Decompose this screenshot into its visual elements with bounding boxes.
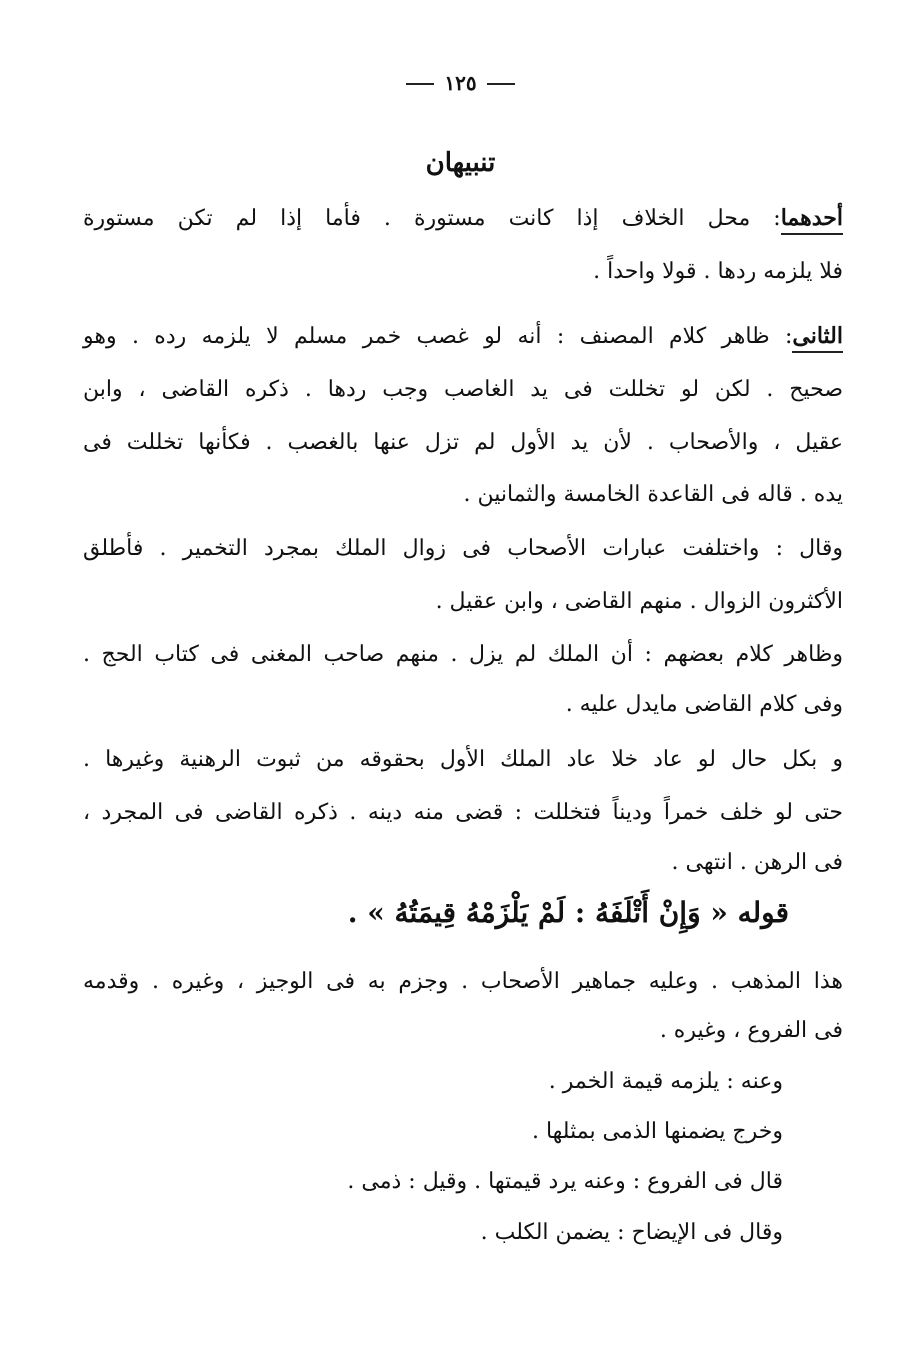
section-heading: تنبيهان xyxy=(425,148,496,178)
para2-line3: عقيل ، والأصحاب . لأن يد الأول لم تزل عنها بالغصب . فكأنها تخللت فى xyxy=(83,430,843,455)
short-line-4: وقال فى الإيضاح : يضمن الكلب . xyxy=(480,1220,783,1245)
para1-line1 xyxy=(83,203,843,234)
para2-line2: صحيح . لكن لو تخللت فى يد الغاصب وجب ردها . ذكره القاضى ، وابن xyxy=(83,377,843,402)
para1-lead: أحدهما xyxy=(781,205,843,235)
short-line-2: وخرج يضمنها الذمى بمثلها . xyxy=(531,1119,783,1144)
short-line-1: وعنه : يلزمه قيمة الخمر . xyxy=(548,1069,783,1094)
para6-line1: هذا المذهب . وعليه جماهير الأصحاب . وجزم به فى الوجيز ، وغيره . وقدمه xyxy=(83,969,843,994)
page-number: ١٢٥ xyxy=(444,71,477,95)
quote-heading: قوله « وَإِنْ أَتْلَفَهُ : لَمْ يَلْزَمْهُ قِيمَتُهُ » . xyxy=(347,896,789,929)
para2-line1 xyxy=(83,321,843,352)
para2-line1-text: : ظاهر كلام المصنف : أنه لو غصب خمر مسلم لا يلزمه رده . وهو xyxy=(83,324,793,349)
short-line-3: قال فى الفروع : وعنه يرد قيمتها . وقيل : ذمى . xyxy=(347,1169,783,1194)
para2-lead: الثانى xyxy=(792,323,843,353)
para3-line1: وقال : واختلفت عبارات الأصحاب فى زوال الملك بمجرد التخمير . فأطلق xyxy=(83,536,843,561)
para3-line2: الأكثرون الزوال . منهم القاضى ، وابن عقيل . xyxy=(435,589,843,614)
para1-line1-text: : محل الخلاف إذا كانت مستورة . فأما إذا لم تكن مستورة xyxy=(83,206,781,231)
para1-line2: فلا يلزمه ردها . قولا واحداً . xyxy=(593,259,843,284)
para4-line1: وظاهر كلام بعضهم : أن الملك لم يزل . منهم صاحب المغنى فى كتاب الحج . xyxy=(83,642,843,667)
para5-line3: فى الرهن . انتهى . xyxy=(671,850,843,875)
header-dash-right xyxy=(487,83,515,85)
para4-line2: وفى كلام القاضى مايدل عليه . xyxy=(565,692,843,717)
page-header xyxy=(0,68,921,99)
header-dash-left xyxy=(406,83,434,85)
para5-line1: و بكل حال لو عاد خلا عاد الملك الأول بحقوقه من ثبوت الرهنية وغيرها . xyxy=(83,747,843,772)
para2-line4: يده . قاله فى القاعدة الخامسة والثمانين . xyxy=(463,482,843,507)
para5-line2: حتى لو خلف خمراً وديناً فتخللت : قضى منه دينه . ذكره القاضى فى المجرد ، xyxy=(83,800,843,825)
para6-line2: فى الفروع ، وغيره . xyxy=(659,1018,843,1043)
